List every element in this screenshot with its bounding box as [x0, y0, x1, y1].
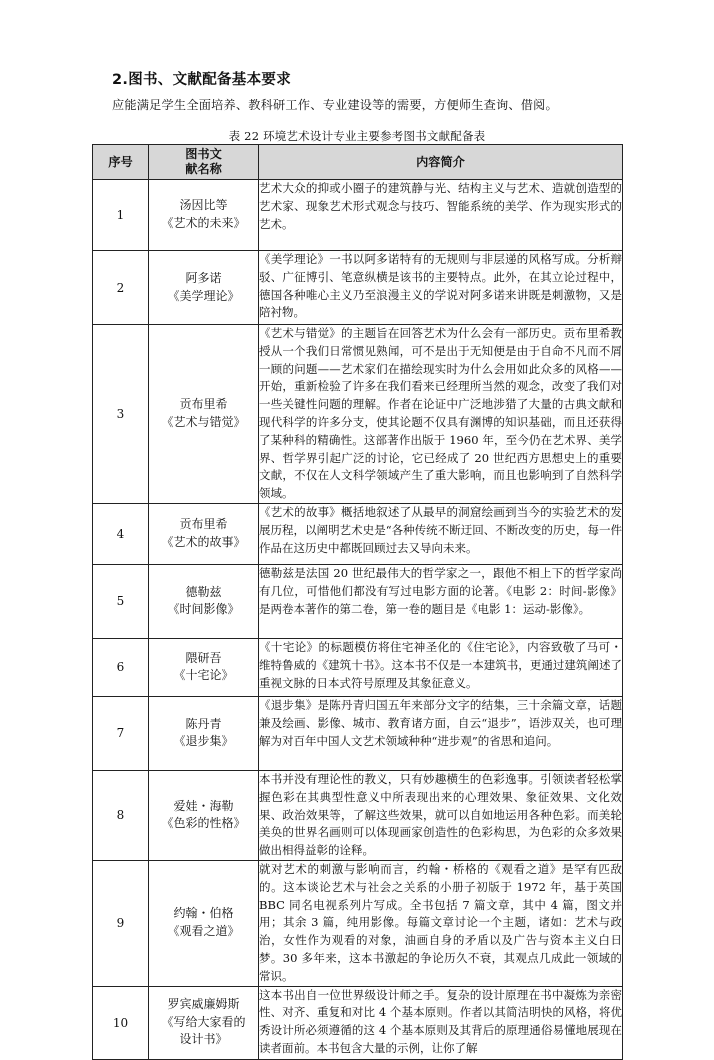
row-content: 《退步集》是陈丹青归国五年来部分文字的结集，三十余篇文章，话题兼及绘画、影像、城市、教育诸方面，自云“退步”，语涉双关，也可理解为对百年中国人文艺术领域种种“进步观”的省思和追问。	[259, 696, 623, 770]
header-book-name-line1: 图书文	[185, 147, 222, 161]
row-index: 3	[93, 325, 149, 504]
book-title-continued: 设计书》	[179, 1032, 228, 1047]
row-index: 9	[93, 860, 149, 986]
book-title: 《观看之道》	[167, 924, 240, 939]
table-row	[93, 986, 623, 1059]
book-title: 《艺术的未来》	[161, 216, 246, 230]
book-author: 阿多诺	[185, 270, 222, 285]
row-book	[149, 770, 259, 860]
header-content: 内容简介	[259, 145, 623, 180]
table-caption: 表 22 环境艺术设计专业主要参考图书文献配备表	[228, 129, 486, 143]
row-index: 1	[93, 180, 149, 251]
book-author: 德勒兹	[185, 584, 222, 599]
row-content: 《十宅论》的标题模仿将住宅神圣化的《住宅论》，内容致敬了马可・ 维特鲁威的《建筑十书》。这本书不仅是一本建筑书，更通过建筑阐述了重视文脉的日本式符号原理及其象征意义。	[259, 638, 623, 696]
book-title: 《十宅论》	[173, 668, 234, 683]
row-book	[149, 251, 259, 325]
row-book	[149, 986, 259, 1059]
header-book-name-line2: 献名称	[185, 162, 222, 176]
table-header-row	[93, 145, 623, 180]
book-title: 《美学理论》	[167, 288, 240, 303]
book-author: 罗宾威廉姆斯	[167, 996, 240, 1011]
table-row	[93, 180, 623, 251]
book-author: 隈研吾	[185, 650, 222, 665]
row-book	[149, 860, 259, 986]
book-title: 《艺术与错觉》	[161, 414, 246, 429]
book-title: 《色彩的性格》	[161, 816, 246, 831]
row-index: 2	[93, 251, 149, 325]
row-content: 本书并没有理论性的教义，只有妙趣横生的色彩逸事。引领读者轻松掌握色彩在其典型性意义中所表现出来的心理效果、象征效果、文化效果、政治效果等，了解这些效果，就可以自如地运用各种色彩。而美轮美奂的世界名画则可以体现画家创造性的色彩构思，为色彩的众多效果做出相得益彰的诠释。	[259, 770, 623, 860]
row-book	[149, 696, 259, 770]
row-index: 4	[93, 503, 149, 564]
book-title: 《写给大家看的	[161, 1014, 246, 1029]
row-content: 就对艺术的刺激与影响而言，约翰・桥格的《观看之道》是罕有匹敌的。这本谈论艺术与社会之关系的小册子初版于 1972 年，基于英国 BBC 同名电视系列片写成。全书包括 7 篇文章，其中 4 篇，图文并用；其余 3 篇，纯用影像。每篇文章讨论一个主题，诸如：艺术与政治，女性作为观看的对象，油画自身的矛盾以及广告与资本主义白日梦。30 多年来，这本书激起的争论历久不衰，其观点几成此一领域的常识。	[259, 860, 623, 986]
book-author: 汤因比等	[179, 198, 228, 213]
book-author: 陈丹青	[185, 716, 222, 731]
row-book	[149, 180, 259, 251]
section-heading: 2.图书、文献配备基本要求	[112, 72, 291, 88]
row-content: 《美学理论》一书以阿多诺特有的无规则与非层递的风格写成。分析辩驳、广征博引、笔意纵横是该书的主要特点。此外，在其立论过程中，德国各种唯心主义乃至浪漫主义的学说对阿多诺来讲既是刺激物，又是陪衬物。	[259, 251, 623, 325]
table-row	[93, 770, 623, 860]
book-author: 贡布里希	[179, 397, 228, 412]
row-index: 7	[93, 696, 149, 770]
row-content: 这本书出自一位世界级设计师之手。复杂的设计原理在书中凝炼为亲密性、对齐、重复和对比 4 个基本原则。作者以其简洁明快的风格，将优秀设计所必须遵循的这 4 个基本原则及其背后的原理通俗易懂地展现在读者面前。本书包含大量的示例，让你了解	[259, 986, 623, 1059]
row-content: 《艺术与错觉》的主题旨在回答艺术为什么会有一部历史。贡布里希教授从一个我们日常惯见熟闻，可不是出于无知便是由于自命不凡而不屑一顾的问题——艺术家们在描绘现实时为什么会用如此众多的风格——开始，重新检验了许多在我们看来已经理所当然的观念，改变了我们对一些关键性问题的理解。作者在论证中广泛地涉猎了大量的古典文献和现代科学的许多分支，使其论题不仅具有渊博的知识基础，而且还获得了某种科的精确性。这部著作出版于 1960 年，至今仍在艺术界、美学界、哲学界引起广泛的讨论，它已经成了 20 世纪西方思想史上的重要文献，不仅在人文科学领域产生了重大影响，而且也影响到了自然科学领域。	[259, 325, 623, 504]
row-book	[149, 325, 259, 504]
intro-paragraph: 应能满足学生全面培养、教科研工作、专业建设等的需要，方便师生查询、借阅。	[112, 98, 558, 112]
row-book	[149, 564, 259, 638]
reference-books-table	[92, 144, 623, 1060]
table-row	[93, 503, 623, 564]
table-row	[93, 325, 623, 504]
table-row	[93, 696, 623, 770]
book-author: 贡布里希	[179, 517, 228, 532]
row-book	[149, 638, 259, 696]
row-content: 艺术大众的抑或小圈子的建筑静与光、结构主义与艺术、造就创造型的艺术家、现象艺术形式观念与技巧、智能系统的美学、作为现实形式的艺术。	[259, 180, 623, 251]
book-author: 约翰・伯格	[173, 906, 234, 921]
row-index: 5	[93, 564, 149, 638]
row-index: 6	[93, 638, 149, 696]
book-author: 爱娃・海勒	[173, 798, 234, 813]
table-row	[93, 251, 623, 325]
book-title: 《时间影像》	[167, 602, 240, 617]
header-book-name	[149, 145, 259, 180]
book-title: 《艺术的故事》	[161, 534, 246, 549]
table-row	[93, 860, 623, 986]
row-index: 10	[93, 986, 149, 1059]
row-content: 德勒兹是法国 20 世纪最伟大的哲学家之一，跟他不相上下的哲学家尚有几位，可惜他们都没有写过电影方面的论著。《电影 2：时间-影像》是两卷本著作的第二卷，第一卷的题目是《电影 1：运动-影像》。	[259, 564, 623, 638]
row-index: 8	[93, 770, 149, 860]
book-title: 《退步集》	[173, 734, 234, 749]
header-index: 序号	[93, 145, 149, 180]
row-book	[149, 503, 259, 564]
row-content: 《艺术的故事》概括地叙述了从最早的洞窟绘画到当今的实验艺术的发展历程，以阐明艺术史是“各种传统不断迂回、不断改变的历史，每一件作品在这历史中都既回顾过去又导向未来。	[259, 503, 623, 564]
table-row	[93, 638, 623, 696]
table-row	[93, 564, 623, 638]
